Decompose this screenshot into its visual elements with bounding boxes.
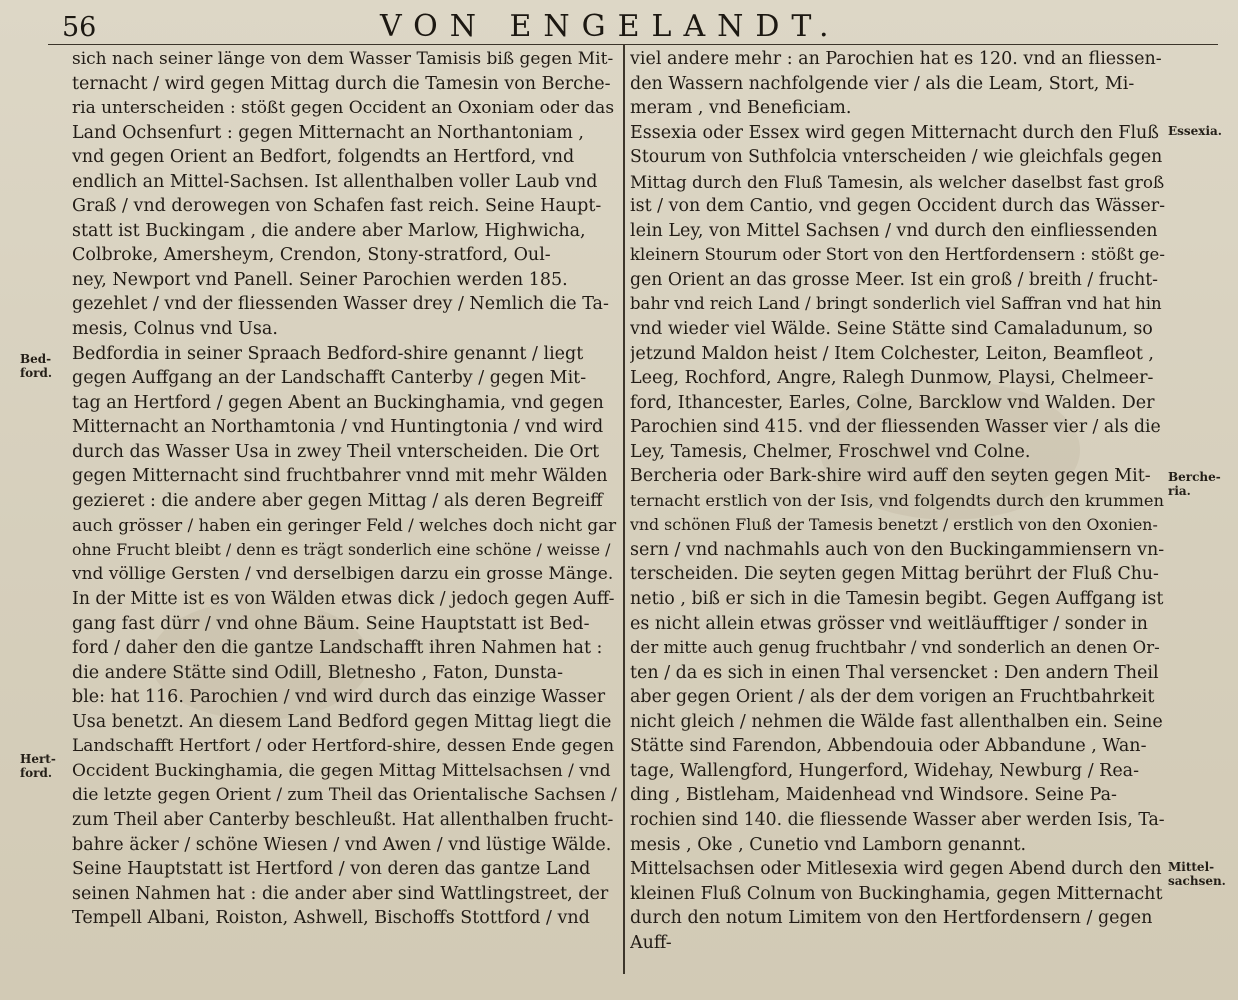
left-text-column [72,47,617,931]
text-line: ist / von dem Cantio, vnd gegen Occident durch das Wässer- [630,196,1165,217]
margin-note-bedford: Bed-ford. [20,352,53,380]
text-line: Bercheria oder Bark-shire wird auff den seyten gegen Mit- [630,466,1151,487]
margin-note-bercheria: Berche-ria. [1168,470,1221,498]
text-line: gegen Auffgang an der Landschafft Canterby / gegen Mit- [72,368,587,389]
text-line: mesis , Oke , Cunetio vnd Lamborn genannt. [630,834,1027,855]
margin-note-essexia: Essexia. [1168,124,1222,138]
text-line: Mittelsachsen oder Mitlesexia wird gegen Abend durch den [630,859,1162,880]
text-line: Mittag durch den Fluß Tamesin, als welcher daselbst fast groß [630,171,1165,192]
text-line: Leeg, Rochford, Angre, Ralegh Dunmow, Playsi, Chelmeer- [630,368,1154,389]
text-line: Colbroke, Amersheym, Crendon, Stony-stratford, Oul- [72,245,551,266]
text-line: gezieret : die andere aber gegen Mittag / als deren Begreiff [72,490,603,511]
text-line: gang fast dürr / vnd ohne Bäum. Seine Hauptstatt ist Bed- [72,613,590,634]
text-line: jetzund Maldon heist / Item Colchester, Leiton, Beamfleot , [630,343,1154,364]
text-line: netio , biß er sich in die Tamesin begibt. Gegen Auffgang ist [630,589,1164,610]
text-line: Ley, Tamesis, Chelmer, Froschwel vnd Colne. [630,441,1031,462]
text-line: viel andere mehr : an Parochien hat es 120. vnd an fliessen- [630,49,1162,69]
page-header [0,6,1238,46]
text-line: ternacht erstlich von der Isis, vnd folgendts durch den krummen [630,490,1165,510]
text-line: ney, Newport vnd Panell. Seiner Parochien werden 185. [72,269,568,290]
text-line: durch das Wasser Usa in zwey Theil vnterscheiden. Die Ort [72,441,600,462]
text-line: Usa benetzt. An diesem Land Bedford gegen Mittag liegt die [72,711,612,732]
text-line: gezehlet / vnd der fliessenden Wasser drey / Nemlich die Ta- [72,294,609,315]
text-line: statt ist Buckingam , die andere aber Marlow, Highwicha, [72,220,586,241]
text-line: In der Mitte ist es von Wälden etwas dick / jedoch gegen Auff- [72,589,615,610]
text-line: kleinern Stourum oder Stort von den Hertfordensern : stößt ge- [630,245,1165,265]
text-line: terscheiden. Die seyten gegen Mittag berührt der Fluß Chu- [630,564,1159,585]
text-line: sern / vnd nachmahls auch von den Buckingammiensern vn- [630,539,1165,560]
text-line: Essexia oder Essex wird gegen Mitternacht durch den Fluß [630,122,1159,143]
margin-note-mittelsachsen: Mittel-sachsen. [1168,860,1226,888]
text-line: den Wassern nachfolgende vier / als die Leam, Stort, Mi- [630,73,1135,94]
header-rule [48,44,1218,45]
text-line: der mitte auch genug fruchtbahr / vnd sonderlich an denen Or- [630,638,1160,658]
text-line: ternacht / wird gegen Mittag durch die Tamesin von Berche- [72,73,611,94]
text-line: lein Ley, von Mittel Sachsen / vnd durch den einfliessenden [630,220,1158,241]
text-line: Seine Hauptstatt ist Hertford / von deren das gantze Land [72,859,591,880]
margin-note-hertford: Hert-ford. [20,752,56,780]
text-line: vnd wieder viel Wälde. Seine Stätte sind Camaladunum, so [630,319,1153,340]
text-line: vnd schönen Fluß der Tamesis benetzt / erstlich von den Oxonien- [630,515,1158,535]
text-line: Tempell Albani, Roiston, Ashwell, Bischoffs Stottford / vnd [72,908,590,929]
text-line: die letzte gegen Orient / zum Theil das Orientalische Sachsen / [72,785,617,806]
text-line: ford, Ithancester, Earles, Colne, Barcklow vnd Walden. Der [630,392,1155,413]
text-line: ding , Bistleham, Maidenhead vnd Windsore. Seine Pa- [630,785,1117,806]
text-line: endlich an Mittel-Sachsen. Ist allenthalben voller Laub vnd [72,171,598,192]
text-line: rochien sind 140. die fliessende Wasser aber werden Isis, Ta- [630,809,1165,830]
text-line: nicht gleich / nehmen die Wälde fast allenthalben ein. Seine [630,711,1163,732]
text-line: Stätte sind Farendon, Abbendouia oder Abbandune , Wan- [630,736,1147,757]
text-line: Mitternacht an Northamtonia / vnd Huntingtonia / vnd wird [72,417,604,438]
text-line: sich nach seiner länge von dem Wasser Tamisis biß gegen Mit- [72,49,614,69]
text-line: ford / daher den die gantze Landschafft ihren Nahmen hat : [72,638,603,659]
text-line: tag an Hertford / gegen Abent an Buckinghamia, vnd gegen [72,392,604,413]
text-line: bahre äcker / schöne Wiesen / vnd Awen / vnd lüstige Wälde. [72,834,612,855]
text-line: bahr vnd reich Land / bringt sonderlich viel Saffran vnd hat hin [630,294,1162,314]
text-line: seinen Nahmen hat : die ander aber sind Wattlingstreet, der [72,883,609,904]
text-line: Land Ochsenfurt : gegen Mitternacht an Northantoniam , [72,122,584,143]
text-line: auch grösser / haben ein geringer Feld / welches doch nicht gar [72,515,617,536]
text-line: meram , vnd Beneficiam. [630,98,852,119]
text-line: ble: hat 116. Parochien / vnd wird durch das einzige Wasser [72,687,606,708]
text-line: Stourum von Suthfolcia vnterscheiden / wie gleichfals gegen [630,147,1163,168]
page-number: 56 [62,12,97,43]
text-line: ohne Frucht bleibt / denn es trägt sonderlich eine schöne / weisse / [72,539,611,559]
column-divider [623,44,625,974]
text-line: tage, Wallengford, Hungerford, Widehay, Newburg / Rea- [630,760,1140,781]
text-line: aber gegen Orient / als der dem vorigen an Fruchtbahrkeit [630,687,1155,708]
text-line: kleinen Fluß Colnum von Buckinghamia, gegen Mitternacht [630,883,1163,904]
text-line: gegen Mitternacht sind fruchtbahrer vnnd mit mehr Wälden [72,466,608,487]
running-title: VON ENGELANDT. [380,9,841,44]
text-line: es nicht allein etwas grösser vnd weitläufftiger / sonder in [630,613,1148,634]
text-line: zum Theil aber Canterby beschleußt. Hat allenthalben frucht- [72,809,614,830]
text-line: Occident Buckinghamia, die gegen Mittag Mittelsachsen / vnd [72,760,611,781]
text-line: mesis, Colnus vnd Usa. [72,319,278,340]
text-line: durch den notum Limitem von den Hertfordensern / gegen [630,908,1153,929]
text-line: Parochien sind 415. vnd der fliessenden Wasser vier / als die [630,417,1161,438]
text-line: gen Orient an das grosse Meer. Ist ein groß / breith / frucht- [630,269,1158,290]
text-line: Landschafft Hertfort / oder Hertford-shire, dessen Ende gegen [72,736,615,757]
text-line: die andere Stätte sind Odill, Bletnesho , Faton, Dunsta- [72,662,564,683]
text-line: Graß / vnd derowegen von Schafen fast reich. Seine Haupt- [72,196,602,217]
text-line: Bedfordia in seiner Spraach Bedford-shire genannt / liegt [72,343,584,364]
text-line: Auff- [630,932,672,953]
text-line: ten / da es sich in einen Thal versencket : Den andern Theil [630,662,1159,683]
text-line: vnd völlige Gersten / vnd derselbigen darzu ein grosse Mänge. [72,564,614,585]
right-text-column [630,47,1165,955]
text-line: ria unterscheiden : stößt gegen Occident an Oxoniam oder das [72,98,615,119]
text-line: vnd gegen Orient an Bedfort, folgendts an Hertford, vnd [72,147,575,168]
